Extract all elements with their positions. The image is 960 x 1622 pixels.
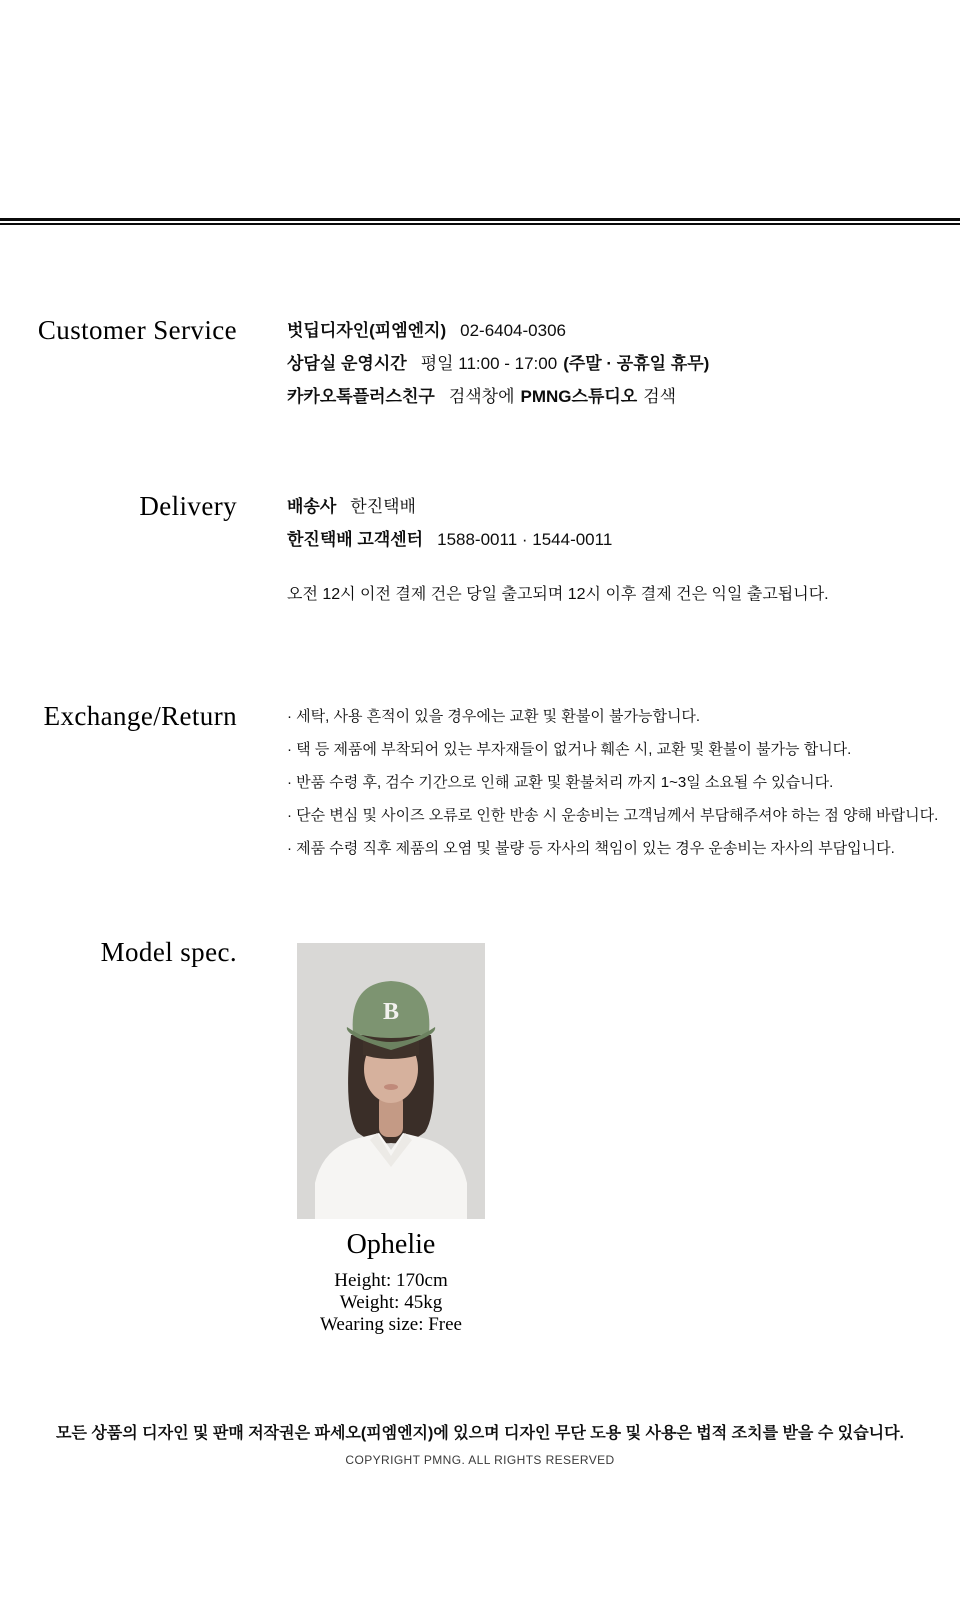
delivery-heading: Delivery [139,491,237,521]
copyright-line: COPYRIGHT PMNG. ALL RIGHTS RESERVED [345,1453,615,1467]
delivery-center-numbers: 1588-0011 · 1544-0011 [437,530,613,549]
delivery-section [0,490,960,611]
delivery-carrier-row [287,490,829,523]
cs-hours-row [287,347,709,380]
cap-logo-letter: B [382,999,400,1025]
delivery-cutoff-note: 오전 12시 이전 결제 건은 당일 출고되며 12시 이후 결제 건은 익일 출고됩니다. [287,586,829,603]
model-wearing-size: Wearing size: Free [320,1314,462,1335]
exchange-return-section [0,700,960,865]
cs-hours-label: 상담실 운영시간 [287,354,407,373]
delivery-carrier-value: 한진택배 [350,497,416,516]
customer-service-body [287,314,709,413]
model-name: Ophelie [346,1229,436,1260]
delivery-carrier-label: 배송사 [287,497,337,516]
cs-phone-row [287,314,709,347]
model-weight: Weight: 45kg [339,1292,443,1313]
delivery-center-label: 한진택배 고객센터 [287,530,424,549]
cs-company-label: 벗딥디자인(피엠엔지) [287,321,447,340]
exchange-bullet: · 세탁, 사용 흔적이 있을 경우에는 교환 및 환불이 불가능합니다. [287,708,701,725]
exchange-bullet: · 단순 변심 및 사이즈 오류로 인한 반송 시 운송비는 고객님께서 부담해주셔야 하는 점 양해 바랍니다. [287,807,939,824]
exchange-bullet: · 제품 수령 직후 제품의 오염 및 불량 등 자사의 책임이 있는 경우 운송비는 자사의 부담입니다. [287,840,895,857]
cs-kakao-pre: 검색창에 [448,387,515,406]
model-photo [297,943,485,1219]
customer-service-section [0,314,960,413]
cs-kakao-row [287,380,709,413]
model-photo-illustration [297,943,485,1219]
lips-shape [384,1084,398,1090]
cs-hours-closed-note: (주말 · 공휴일 휴무) [563,354,710,373]
cs-kakao-id: PMNG스튜디오 [520,387,638,406]
exchange-bullet: · 반품 수령 후, 검수 기간으로 인해 교환 및 환불처리 까지 1~3일 소요될 수 있습니다. [287,774,834,791]
customer-service-heading: Customer Service [37,315,237,345]
double-rule-divider [0,218,960,225]
cs-phone-number: 02-6404-0306 [460,321,566,340]
model-stats [297,1270,485,1336]
exchange-return-body [287,700,938,865]
delivery-center-row [287,523,829,556]
cs-kakao-post: 검색 [643,387,677,406]
exchange-return-heading: Exchange/Return [43,701,237,731]
copyright-notice: 모든 상품의 디자인 및 판매 저작권은 파세오(피엠엔지)에 있으며 디자인 무단 도용 및 사용은 법적 조치를 받을 수 있습니다. [55,1425,905,1442]
delivery-body [287,490,829,611]
model-info [297,1228,485,1336]
cs-kakao-label: 카카오톡플러스친구 [287,387,435,406]
model-height: Height: 170cm [334,1270,448,1291]
model-spec-heading: Model spec. [100,937,237,967]
cs-hours-value: 평일 11:00 - 17:00 [420,354,558,373]
exchange-bullet: · 택 등 제품에 부착되어 있는 부자재들이 없거나 훼손 시, 교환 및 환불이 불가능 합니다. [287,741,852,758]
